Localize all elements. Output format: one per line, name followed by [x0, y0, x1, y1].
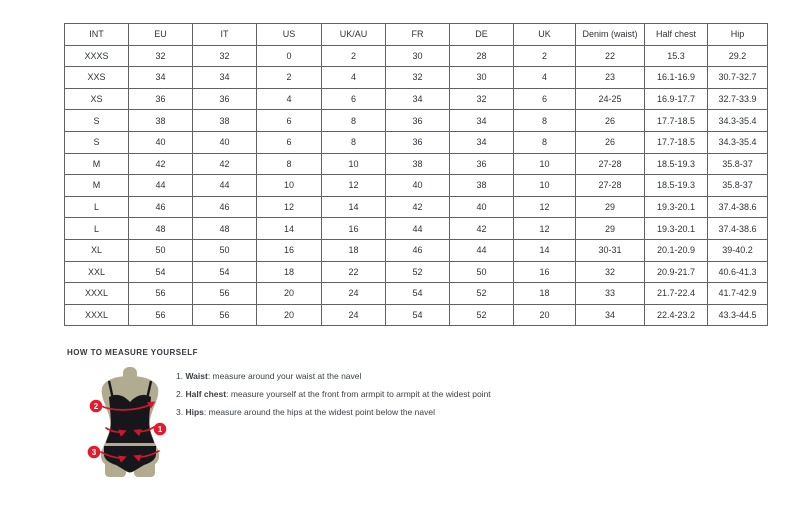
table-cell: 26 — [576, 110, 645, 132]
table-cell: 34 — [129, 67, 193, 89]
table-cell: 54 — [386, 304, 450, 326]
table-row — [65, 88, 768, 110]
measure-instruction-waist — [176, 371, 606, 381]
table-cell: 42 — [386, 196, 450, 218]
measure-section-heading: HOW TO MEASURE YOURSELF — [67, 348, 198, 357]
measure-instruction-hips — [176, 407, 606, 417]
table-cell: XL — [65, 239, 129, 261]
table-cell: S — [65, 110, 129, 132]
size-chart-table — [64, 23, 768, 326]
table-cell: 34.3-35.4 — [708, 131, 768, 153]
table-cell: 10 — [322, 153, 386, 175]
table-cell: 30 — [386, 45, 450, 67]
table-cell: 19.3-20.1 — [645, 218, 708, 240]
table-cell: 36 — [193, 88, 257, 110]
table-cell: 12 — [514, 196, 576, 218]
table-cell: 42 — [193, 153, 257, 175]
table-cell: 40 — [386, 175, 450, 197]
table-cell: M — [65, 153, 129, 175]
table-cell: 50 — [193, 239, 257, 261]
table-cell: 46 — [386, 239, 450, 261]
table-cell: 2 — [257, 67, 322, 89]
table-cell: 4 — [514, 67, 576, 89]
instruction-number: 3. — [176, 407, 184, 417]
table-cell: M — [65, 175, 129, 197]
table-cell: 38 — [386, 153, 450, 175]
table-cell: 32 — [386, 67, 450, 89]
table-cell: 24-25 — [576, 88, 645, 110]
table-cell: 14 — [514, 239, 576, 261]
table-cell: XS — [65, 88, 129, 110]
table-cell: 18 — [514, 283, 576, 305]
table-row — [65, 131, 768, 153]
table-cell: 43.3-44.5 — [708, 304, 768, 326]
table-cell: 12 — [257, 196, 322, 218]
table-row — [65, 153, 768, 175]
table-body — [65, 45, 768, 326]
table-row — [65, 45, 768, 67]
table-cell: 38 — [129, 110, 193, 132]
column-header: FR — [386, 24, 450, 46]
table-cell: 37.4-38.6 — [708, 218, 768, 240]
table-cell: 24 — [322, 304, 386, 326]
table-cell: 10 — [514, 175, 576, 197]
column-header: UK — [514, 24, 576, 46]
table-cell: 8 — [514, 110, 576, 132]
table-cell: 16.9-17.7 — [645, 88, 708, 110]
table-header-row — [65, 24, 768, 46]
table-cell: 33 — [576, 283, 645, 305]
instruction-number: 1. — [176, 371, 184, 381]
table-cell: 8 — [514, 131, 576, 153]
table-cell: 8 — [322, 110, 386, 132]
table-cell: 23 — [576, 67, 645, 89]
table-cell: 50 — [129, 239, 193, 261]
table-cell: 15.3 — [645, 45, 708, 67]
table-cell: 42 — [450, 218, 514, 240]
table-cell: 48 — [129, 218, 193, 240]
table-cell: 29 — [576, 218, 645, 240]
table-cell: 16.1-16.9 — [645, 67, 708, 89]
table-row — [65, 196, 768, 218]
table-cell: 38 — [193, 110, 257, 132]
table-cell: 14 — [257, 218, 322, 240]
table-cell: 0 — [257, 45, 322, 67]
table-cell: 6 — [322, 88, 386, 110]
table-cell: 56 — [193, 283, 257, 305]
table-cell: 46 — [129, 196, 193, 218]
table-row — [65, 110, 768, 132]
instruction-label: Waist — [185, 371, 208, 381]
table-cell: 18 — [257, 261, 322, 283]
table-cell: XXL — [65, 261, 129, 283]
table-cell: 54 — [129, 261, 193, 283]
table-cell: 20 — [257, 304, 322, 326]
table-cell: 17.7-18.5 — [645, 110, 708, 132]
table-cell: 16 — [257, 239, 322, 261]
table-row — [65, 175, 768, 197]
table-cell: 24 — [322, 283, 386, 305]
table-cell: 10 — [514, 153, 576, 175]
instruction-number: 2. — [176, 389, 184, 399]
table-cell: 12 — [514, 218, 576, 240]
table-cell: 35.8-37 — [708, 175, 768, 197]
table-cell: 32 — [193, 45, 257, 67]
table-cell: 36 — [386, 131, 450, 153]
table-cell: XXXL — [65, 283, 129, 305]
instruction-label: Half chest — [185, 389, 227, 399]
column-header: IT — [193, 24, 257, 46]
table-cell: 6 — [257, 131, 322, 153]
table-cell: 4 — [257, 88, 322, 110]
instruction-text: : measure around your waist at the navel — [207, 371, 362, 381]
table-cell: 12 — [322, 175, 386, 197]
table-cell: 39-40.2 — [708, 239, 768, 261]
table-cell: 6 — [257, 110, 322, 132]
table-cell: 26 — [576, 131, 645, 153]
table-cell: 48 — [193, 218, 257, 240]
table-cell: XXS — [65, 67, 129, 89]
column-header: Half chest — [645, 24, 708, 46]
table-cell: 32 — [450, 88, 514, 110]
table-cell: 30.7-32.7 — [708, 67, 768, 89]
instruction-label: Hips — [185, 407, 204, 417]
table-cell: 52 — [450, 304, 514, 326]
measure-instructions — [176, 371, 606, 425]
table-cell: 36 — [386, 110, 450, 132]
table-cell: 34 — [193, 67, 257, 89]
table-cell: 27-28 — [576, 175, 645, 197]
table-cell: 20.1-20.9 — [645, 239, 708, 261]
table-cell: 8 — [322, 131, 386, 153]
size-chart-container — [64, 23, 768, 326]
table-cell: 4 — [322, 67, 386, 89]
table-cell: 38 — [450, 175, 514, 197]
table-cell: 14 — [322, 196, 386, 218]
table-cell: 56 — [129, 283, 193, 305]
table-cell: 54 — [386, 283, 450, 305]
table-cell: 40 — [450, 196, 514, 218]
table-cell: 18 — [322, 239, 386, 261]
table-cell: 52 — [450, 283, 514, 305]
table-cell: 6 — [514, 88, 576, 110]
mannequin-measurement-figure — [80, 366, 176, 480]
table-row — [65, 239, 768, 261]
column-header: DE — [450, 24, 514, 46]
table-cell: 40 — [193, 131, 257, 153]
table-cell: 20.9-21.7 — [645, 261, 708, 283]
mannequin-illustration-icon — [80, 366, 176, 480]
table-cell: 50 — [450, 261, 514, 283]
table-cell: 44 — [386, 218, 450, 240]
table-cell: 37.4-38.6 — [708, 196, 768, 218]
table-cell: 44 — [129, 175, 193, 197]
table-cell: 18.5-19.3 — [645, 153, 708, 175]
table-cell: 10 — [257, 175, 322, 197]
table-cell: 22.4-23.2 — [645, 304, 708, 326]
table-cell: 19.3-20.1 — [645, 196, 708, 218]
measure-instruction-half-chest — [176, 389, 606, 399]
table-cell: 32.7-33.9 — [708, 88, 768, 110]
table-cell: 29.2 — [708, 45, 768, 67]
badge-3-number: 3 — [91, 448, 97, 457]
table-cell: 34.3-35.4 — [708, 110, 768, 132]
table-cell: 36 — [450, 153, 514, 175]
column-header: EU — [129, 24, 193, 46]
table-cell: 56 — [193, 304, 257, 326]
table-cell: 34 — [450, 131, 514, 153]
table-row — [65, 261, 768, 283]
table-cell: 30-31 — [576, 239, 645, 261]
table-cell: 46 — [193, 196, 257, 218]
table-cell: 22 — [322, 261, 386, 283]
table-cell: 20 — [514, 304, 576, 326]
table-cell: XXXS — [65, 45, 129, 67]
table-cell: 54 — [193, 261, 257, 283]
table-cell: 34 — [386, 88, 450, 110]
table-cell: 35.8-37 — [708, 153, 768, 175]
table-cell: 20 — [257, 283, 322, 305]
table-cell: 34 — [450, 110, 514, 132]
badge-1-number: 1 — [157, 425, 163, 434]
table-cell: 16 — [514, 261, 576, 283]
instruction-text: : measure yourself at the front from armpit to armpit at the widest point — [226, 389, 491, 399]
table-cell: 56 — [129, 304, 193, 326]
column-header: Hip — [708, 24, 768, 46]
table-cell: 27-28 — [576, 153, 645, 175]
badge-2-number: 2 — [93, 402, 99, 411]
table-cell: XXXL — [65, 304, 129, 326]
table-cell: S — [65, 131, 129, 153]
table-row — [65, 283, 768, 305]
table-cell: 44 — [450, 239, 514, 261]
column-header: US — [257, 24, 322, 46]
column-header: INT — [65, 24, 129, 46]
table-cell: 16 — [322, 218, 386, 240]
table-cell: 44 — [193, 175, 257, 197]
table-cell: 17.7-18.5 — [645, 131, 708, 153]
table-row — [65, 218, 768, 240]
table-row — [65, 304, 768, 326]
table-cell: 8 — [257, 153, 322, 175]
table-row — [65, 67, 768, 89]
table-cell: L — [65, 218, 129, 240]
table-cell: 2 — [322, 45, 386, 67]
table-cell: 22 — [576, 45, 645, 67]
table-cell: 40.6-41.3 — [708, 261, 768, 283]
table-cell: 34 — [576, 304, 645, 326]
table-cell: 40 — [129, 131, 193, 153]
table-cell: 32 — [129, 45, 193, 67]
instruction-text: : measure around the hips at the widest point below the navel — [203, 407, 435, 417]
table-cell: 36 — [129, 88, 193, 110]
table-cell: 21.7-22.4 — [645, 283, 708, 305]
table-cell: 2 — [514, 45, 576, 67]
table-cell: 18.5-19.3 — [645, 175, 708, 197]
table-cell: 28 — [450, 45, 514, 67]
table-cell: 52 — [386, 261, 450, 283]
table-cell: L — [65, 196, 129, 218]
table-cell: 30 — [450, 67, 514, 89]
table-cell: 41.7-42.9 — [708, 283, 768, 305]
table-cell: 29 — [576, 196, 645, 218]
table-cell: 32 — [576, 261, 645, 283]
table-cell: 42 — [129, 153, 193, 175]
column-header: UK/AU — [322, 24, 386, 46]
column-header: Denim (waist) — [576, 24, 645, 46]
